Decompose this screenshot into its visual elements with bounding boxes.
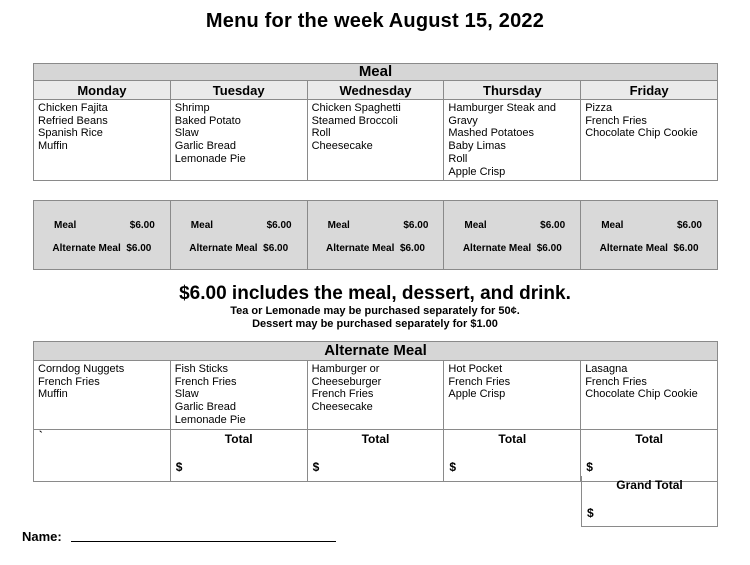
alt-price [444, 243, 580, 254]
menu-item: Apple Crisp [448, 388, 506, 401]
menu-item: Roll [448, 152, 468, 165]
menu-item: Lasagna [585, 363, 628, 375]
total-dollar: $ [312, 459, 320, 474]
menu-item: Lemonade Pie [174, 413, 246, 426]
total-cell-wednesday [307, 429, 444, 481]
alt-price [308, 243, 444, 254]
menu-item: French Fries [448, 375, 511, 388]
name-line [71, 541, 336, 542]
alt-items-friday [581, 361, 718, 430]
alt-price-value: $6.00 [673, 243, 699, 254]
menu-item: Slaw [174, 127, 199, 140]
meal-price-label: Meal [54, 220, 77, 231]
alt-price-value: $6.00 [263, 243, 289, 254]
page-title: Menu for the week August 15, 2022 [205, 10, 545, 32]
total-dollar: $ [449, 459, 457, 474]
meal-items-monday [34, 100, 171, 181]
price-cell-monday [34, 201, 171, 270]
menu-item: Apple Crisp [448, 165, 506, 178]
total-cell-thursday [444, 429, 581, 481]
alt-price-label: Alternate Meal [52, 243, 121, 254]
menu-item: Fish Sticks [174, 363, 228, 375]
stray-mark: ` [39, 429, 43, 442]
menu-item: Chocolate Chip Cookie [585, 388, 698, 401]
menu-item: Muffin [38, 388, 68, 401]
dessert-notice: Dessert may be purchased separately for $1.00 [252, 318, 498, 330]
day-thursday: Thursday [444, 81, 581, 100]
menu-item: French Fries [311, 388, 374, 401]
grand-total-dollar: $ [587, 506, 594, 520]
menu-item: French Fries [585, 114, 647, 127]
total-label: Total [635, 431, 663, 446]
menu-item: Refried Beans [38, 114, 108, 127]
price-notice: $6.00 includes the meal, dessert, and drink. [179, 283, 571, 304]
menu-item: Garlic Bread [174, 140, 236, 153]
price-cell-thursday [444, 201, 581, 270]
menu-item: Chocolate Chip Cookie [585, 127, 698, 140]
meal-price-value: $6.00 [129, 220, 155, 231]
price-cell-wednesday [307, 201, 444, 270]
meal-items-wednesday [307, 100, 444, 181]
alt-items-tuesday [170, 361, 307, 430]
alt-price-label: Alternate Meal [599, 243, 668, 254]
grand-total-label: Grand Total [616, 478, 683, 492]
meal-items-tuesday [170, 100, 307, 181]
alt-price [171, 243, 307, 254]
meal-price-label: Meal [464, 220, 487, 231]
alt-price-label: Alternate Meal [189, 243, 258, 254]
alt-price-label: Alternate Meal [326, 243, 395, 254]
total-label: Total [361, 431, 390, 446]
total-cell-tuesday [170, 429, 307, 481]
total-cell-monday [34, 429, 171, 481]
menu-item: Lemonade Pie [174, 152, 246, 165]
day-friday: Friday [581, 81, 718, 100]
menu-item: Mashed Potatoes [448, 127, 535, 140]
name-label: Name: [22, 529, 62, 544]
menu-item: Cheeseburger [311, 375, 382, 388]
grand-total-box [581, 476, 718, 527]
alt-price [34, 243, 170, 254]
meal-price-value: $6.00 [266, 220, 292, 231]
price-cell-tuesday [170, 201, 307, 270]
alt-price-value: $6.00 [126, 243, 152, 254]
meal-price-label: Meal [601, 220, 624, 231]
price-cell-friday [581, 201, 718, 270]
menu-item: Spanish Rice [38, 127, 103, 140]
menu-item: Roll [311, 127, 331, 140]
menu-item: French Fries [174, 375, 237, 388]
menu-item: Hamburger or [311, 363, 380, 375]
alt-items-monday [34, 361, 171, 430]
menu-item: French Fries [585, 375, 647, 388]
alt-price-value: $6.00 [536, 243, 562, 254]
menu-item: Hamburger Steak and [448, 102, 557, 114]
menu-item: French Fries [38, 375, 100, 388]
menu-item: Hot Pocket [448, 363, 503, 375]
alternate-header: Alternate Meal [34, 342, 718, 361]
day-tuesday: Tuesday [170, 81, 307, 100]
menu-item: Garlic Bread [174, 401, 236, 414]
menu-item: Gravy [448, 114, 478, 127]
total-dollar: $ [586, 459, 593, 474]
alt-items-thursday [444, 361, 581, 430]
meal-price-value: $6.00 [676, 220, 702, 231]
alt-price [581, 243, 717, 254]
menu-item: Steamed Broccoli [311, 114, 398, 127]
menu-item: Corndog Nuggets [38, 363, 125, 375]
total-cell-friday [581, 429, 718, 481]
total-label: Total [498, 431, 527, 446]
menu-item: Baby Limas [448, 140, 506, 153]
day-monday: Monday [34, 81, 171, 100]
meal-header: Meal [34, 64, 718, 81]
meal-items-friday [581, 100, 718, 181]
total-dollar: $ [175, 459, 183, 474]
total-label: Total [224, 431, 253, 446]
alt-price-label: Alternate Meal [462, 243, 532, 254]
drink-notice: Tea or Lemonade may be purchased separately for 50¢. [230, 305, 520, 317]
meal-price-value: $6.00 [403, 220, 429, 231]
menu-item: Chicken Fajita [38, 102, 108, 114]
menu-item: Cheesecake [311, 140, 373, 153]
meal-price-label: Meal [327, 220, 350, 231]
menu-item: Cheesecake [311, 401, 373, 414]
menu-item: Baked Potato [174, 114, 241, 127]
meal-table [33, 63, 718, 181]
menu-item: Slaw [174, 388, 199, 401]
meal-price-label: Meal [190, 220, 214, 231]
meal-items-thursday [444, 100, 581, 181]
alternate-meal-table [33, 341, 718, 482]
day-wednesday: Wednesday [307, 81, 444, 100]
price-table [33, 200, 718, 270]
menu-item: Shrimp [174, 102, 210, 114]
alt-price-value: $6.00 [399, 243, 425, 254]
menu-item: Muffin [38, 140, 68, 153]
meal-price-value: $6.00 [540, 220, 566, 231]
menu-item: Chicken Spaghetti [311, 102, 401, 114]
alt-items-wednesday [307, 361, 444, 430]
menu-item: Pizza [585, 102, 613, 114]
